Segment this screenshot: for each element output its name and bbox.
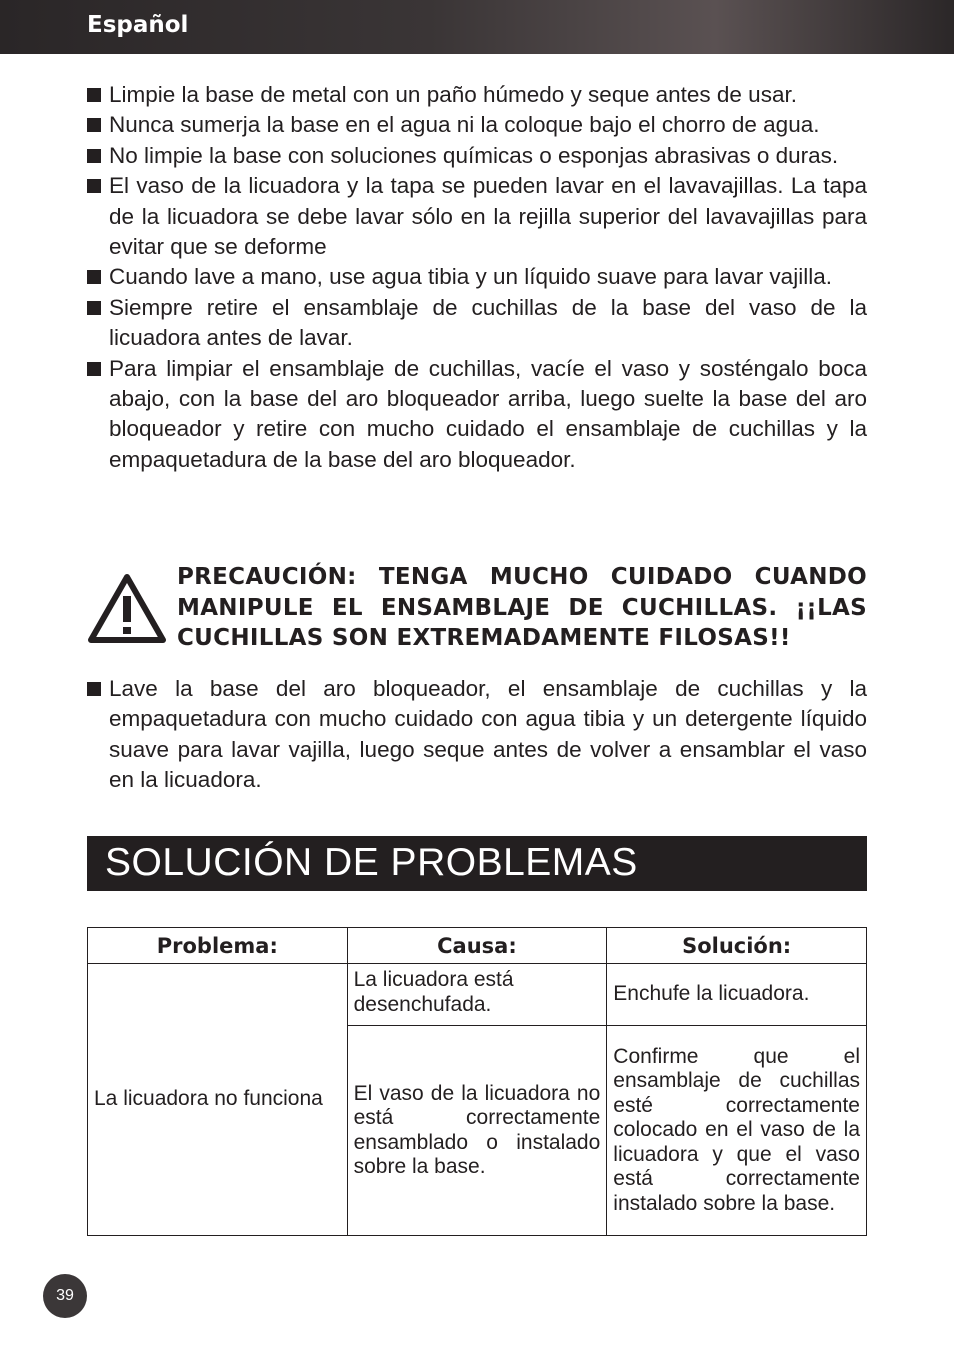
warning-triangle-icon <box>87 572 167 644</box>
header-bar <box>0 0 954 54</box>
section-header <box>87 836 867 891</box>
section-title: SOLUCIÓN DE PROBLEMAS <box>105 841 638 884</box>
bullet-text: Cuando lave a mano, use agua tibia y un líquido suave para lavar vajilla. <box>109 264 832 290</box>
list-item <box>87 674 867 796</box>
bullet-text: No limpie la base con soluciones químicas o esponjas abrasivas o duras. <box>109 142 839 168</box>
problem-cell: La licuadora no funciona <box>88 964 348 1236</box>
header-problem: Problema: <box>88 928 348 964</box>
table-header-row <box>88 928 867 964</box>
warning-block <box>87 562 867 654</box>
cause-cell: La licuadora está desenchufada. <box>347 964 607 1026</box>
list-item <box>87 262 867 292</box>
bullet-square-icon <box>87 682 101 696</box>
list-item <box>87 293 867 354</box>
header-cause: Causa: <box>347 928 607 964</box>
header-solution: Solución: <box>607 928 867 964</box>
table-row <box>88 964 867 1026</box>
bullet-square-icon <box>87 301 101 315</box>
list-item <box>87 80 867 110</box>
bullet-square-icon <box>87 88 101 102</box>
cause-cell: El vaso de la licuadora no está correctamente ensamblado o instalado sobre la base. <box>347 1026 607 1236</box>
bullet-square-icon <box>87 270 101 284</box>
list-item <box>87 171 867 262</box>
bullet-text: Siempre retire el ensamblaje de cuchillas de la base del vaso de la licuadora antes de lavar. <box>109 294 867 351</box>
page-number: 39 <box>43 1274 87 1318</box>
bullet-text: El vaso de la licuadora y la tapa se pueden lavar en el lavavajillas. La tapa de la licuadora se debe lavar sólo en la rejilla superior del lavavajillas para evitar que se deforme <box>109 173 867 260</box>
list-item <box>87 354 867 476</box>
solution-cell: Enchufe la licuadora. <box>607 964 867 1026</box>
solution-cell: Confirme que el ensamblaje de cuchillas esté correctamente colocado en el vaso de la licuadora y que el vaso está correctamente instalado sobre la base. <box>607 1026 867 1236</box>
warning-text: PRECAUCIÓN: TENGA MUCHO CUIDADO CUANDO MANIPULE EL ENSAMBLAJE DE CUCHILLAS. ¡¡LAS CUCHILLAS SON EXTREMADAMENTE FILOSAS!! <box>177 564 867 651</box>
washing-bullet-list <box>87 674 867 796</box>
bullet-square-icon <box>87 179 101 193</box>
cleaning-bullet-list <box>87 80 867 475</box>
troubleshooting-table <box>87 927 867 1236</box>
list-item <box>87 110 867 140</box>
bullet-text: Lave la base del aro bloqueador, el ensamblaje de cuchillas y la empaquetadura con mucho cuidado con agua tibia y un detergente líquido suave para lavar vajilla, luego seque antes de volver a ensamblar el vaso en la licuadora. <box>109 676 867 793</box>
bullet-text: Nunca sumerja la base en el agua ni la coloque bajo el chorro de agua. <box>109 112 820 138</box>
bullet-square-icon <box>87 149 101 163</box>
language-label: Español <box>87 12 189 38</box>
bullet-text: Limpie la base de metal con un paño húmedo y seque antes de usar. <box>109 82 797 107</box>
bullet-text: Para limpiar el ensamblaje de cuchillas, vacíe el vaso y sosténgalo boca abajo, con la base del aro bloqueador arriba, luego suelte la base del aro bloqueador y retire con mucho cuidado el ensamblaje de cuchillas y la empaquetadura de la base del aro bloqueador. <box>109 355 867 472</box>
list-item <box>87 141 867 171</box>
bullet-square-icon <box>87 362 101 376</box>
bullet-square-icon <box>87 118 101 132</box>
